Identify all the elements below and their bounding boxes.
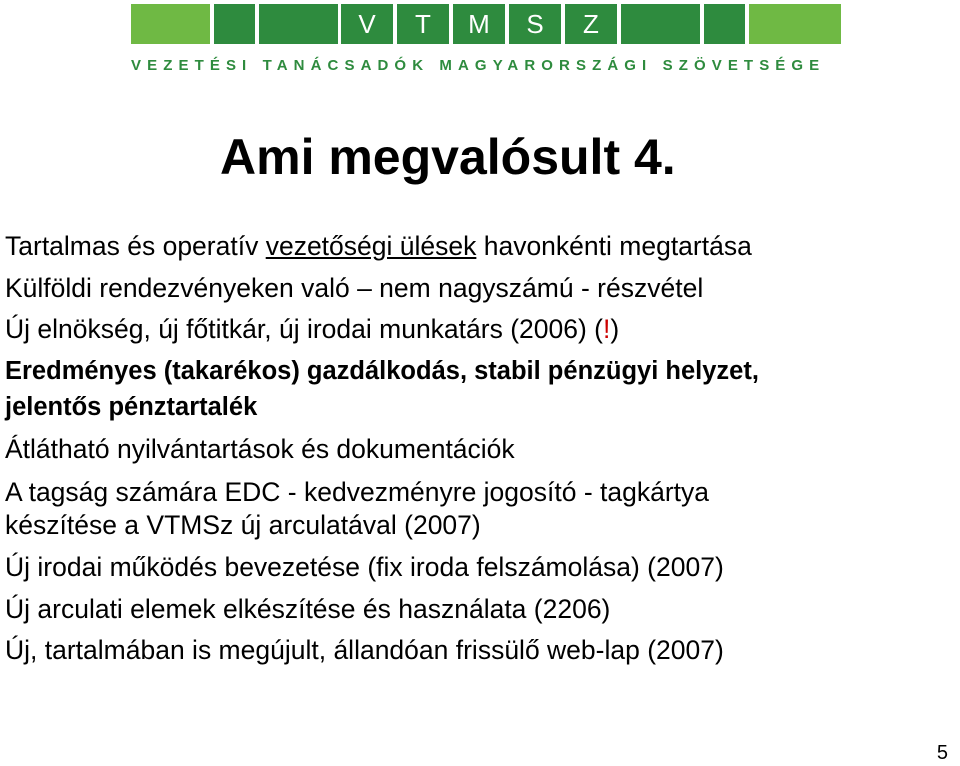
logo-block (621, 4, 700, 44)
line-text: Tartalmas és operatív (5, 231, 266, 261)
logo-letter-t: T (397, 4, 449, 44)
bullet-line-5: Átlátható nyilvántartások és dokumentációk (5, 434, 515, 464)
logo-letter-z: Z (565, 4, 617, 44)
bullet-line-4b: jelentős pénztartalék (5, 393, 258, 421)
bullet-line-4a: Eredményes (takarékos) gazdálkodás, stabil pénzügyi helyzet, (5, 357, 759, 385)
line-text: ) (610, 314, 620, 344)
logo-block (214, 4, 255, 44)
line-text: havonkénti megtartása (476, 231, 752, 261)
exclamation-mark: ! (603, 314, 611, 344)
logo-block (259, 4, 338, 44)
underlined-text: vezetőségi ülések (265, 231, 477, 261)
line-text: Új elnökség, új főtitkár, új irodai munkatárs (2006) ( (5, 314, 603, 344)
slide-title: Ami megvalósult 4. (220, 129, 676, 185)
logo-letter-v: V (341, 4, 393, 44)
bullet-line-6a: A tagság számára EDC - kedvezményre jogosító - tagkártya (5, 477, 710, 507)
logo-letter-m: M (453, 4, 505, 44)
bullet-line-3 (5, 314, 619, 345)
bullet-line-8: Új arculati elemek elkészítése és használata (2206) (5, 594, 611, 624)
bullet-line-1 (5, 231, 752, 262)
bullet-line-2: Külföldi rendezvényeken való – nem nagyszámú - részvétel (5, 273, 704, 303)
bullet-line-6b: készítése a VTMSz új arculatával (2007) (5, 510, 481, 540)
logo-block-right (749, 4, 841, 44)
logo-block (704, 4, 745, 44)
logo-block-left (131, 4, 210, 44)
bullet-line-9: Új, tartalmában is megújult, állandóan frissülő web-lap (2007) (5, 635, 724, 665)
page-number: 5 (936, 742, 948, 764)
organization-tagline: VEZETÉSI TANÁCSADÓK MAGYARORSZÁGI SZÖVETSÉGE (131, 57, 826, 74)
logo-letter-s: S (509, 4, 561, 44)
bullet-line-7: Új irodai működés bevezetése (fix iroda felszámolása) (2007) (5, 552, 724, 582)
